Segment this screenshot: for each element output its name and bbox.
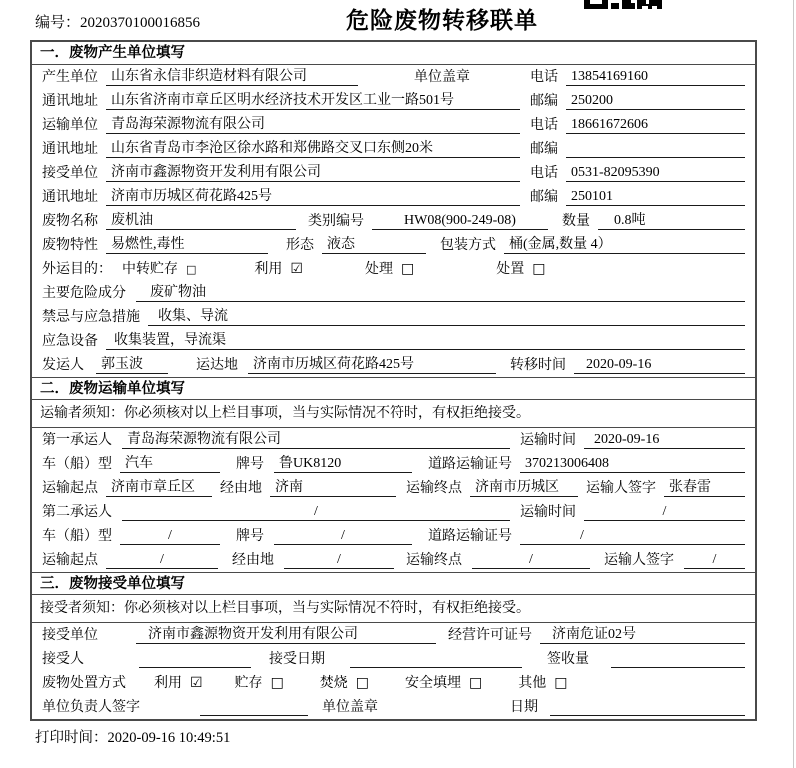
checkbox-checked-icon: ☑ (190, 675, 203, 691)
producer-row (32, 65, 755, 89)
plate-label: 牌号 (236, 457, 264, 472)
route2-row (32, 548, 755, 572)
sender-label: 发运人 (42, 358, 84, 373)
origin-label: 运输起点 (42, 553, 98, 568)
section3-heading: 三．废物接受单位填写 (32, 572, 755, 595)
endpoint-label: 运输终点 (406, 553, 462, 568)
transporter-label: 运输单位 (42, 118, 98, 133)
option-label: 利用 (154, 676, 182, 691)
carrier-sign-label: 运输人签字 (586, 481, 656, 496)
hazard-label: 主要危险成分 (42, 286, 126, 301)
road-permit-field: 370213006408 (520, 456, 745, 473)
transport-time-label: 运输时间 (520, 505, 576, 520)
vehicle2-row (32, 524, 755, 548)
page-title: 危险废物转移联单 (346, 8, 538, 33)
disposal-option-utilize (154, 672, 203, 692)
first-carrier-label: 第一承运人 (42, 433, 112, 448)
transport-time-label: 运输时间 (520, 433, 576, 448)
transporter-notice: 运输者须知：你必须核对以上栏目事项，当与实际情况不符时，有权拒绝接受。 (32, 400, 755, 428)
transport-time2-field: / (584, 504, 745, 521)
taboo-field: 收集、导流 (148, 305, 745, 326)
vehicle1-row (32, 452, 755, 476)
receiver-name-field: 济南市鑫源物资开发利用有限公司 (106, 161, 520, 182)
acceptor-label: 接受人 (42, 652, 84, 667)
serial-number: 2020370100016856 (80, 15, 201, 31)
option-label: 处置 (496, 262, 525, 277)
disposal-option-incinerate (320, 672, 369, 692)
taboo-label: 禁忌与应急措施 (42, 310, 140, 325)
producer-name-field: 山东省永信非织造材料有限公司 (106, 65, 358, 86)
first-carrier-field: 青岛海荣源物流有限公司 (122, 428, 510, 449)
plate-field: 鲁UK8120 (274, 452, 412, 473)
disposal-label: 废物处置方式 (42, 676, 126, 691)
checkbox-checked-icon: ☑ (290, 261, 303, 277)
producer-address-row (32, 89, 755, 113)
sender-row (32, 353, 755, 377)
unit-seal-label: 单位盖章 (322, 700, 378, 715)
checkbox-unchecked-icon: □ (554, 675, 568, 691)
packaging-field: 桶(金属,数量 4） (504, 233, 745, 254)
producer-address-field: 山东省济南市章丘区明水经济技术开发区工业一路501号 (106, 89, 520, 110)
option-label: 贮存 (234, 676, 263, 691)
date-field (550, 699, 745, 716)
checkbox-unchecked-icon: □ (532, 261, 546, 277)
transporter-name-field: 青岛海荣源物流有限公司 (106, 113, 520, 134)
waste-properties-row (32, 233, 755, 257)
disposal-option-store (235, 672, 284, 692)
second-carrier-label: 第二承运人 (42, 505, 112, 520)
acceptor-field (139, 651, 251, 668)
category-label: 类别编号 (308, 214, 364, 229)
carrier-sign-label: 运输人签字 (604, 553, 674, 568)
category-field: HW08(900-249-08) (372, 213, 548, 230)
second-carrier-field: / (122, 504, 510, 521)
zip-label: 邮编 (530, 190, 558, 205)
print-time-value: 2020-09-16 10:49:51 (107, 730, 231, 746)
road-permit-label: 道路运输证号 (428, 457, 512, 472)
phone-label: 电话 (530, 166, 558, 181)
via-label: 经由地 (232, 553, 274, 568)
form-label: 形态 (286, 238, 314, 253)
destination-label: 运达地 (196, 358, 238, 373)
waste-props-field: 易燃性,毒性 (106, 233, 268, 254)
waste-props-label: 废物特性 (42, 238, 98, 253)
manager-sign-label: 单位负责人签字 (42, 700, 140, 715)
via2-field: / (284, 552, 394, 569)
equipment-field: 收集装置，导流渠 (106, 329, 745, 350)
received-qty-label: 签收量 (547, 652, 589, 667)
receiver-address-row (32, 185, 755, 209)
address-label: 通讯地址 (42, 142, 98, 157)
transfer-purpose-row (32, 257, 755, 281)
transporter-address-field: 山东省青岛市李沧区徐水路和郑佛路交叉口东侧20米 (106, 137, 520, 158)
section2-heading: 二．废物运输单位填写 (32, 377, 755, 400)
quantity-label: 数量 (562, 214, 590, 229)
waste-name-label: 废物名称 (42, 214, 98, 229)
checkbox-unchecked-icon: □ (400, 261, 415, 277)
address-label: 通讯地址 (42, 94, 98, 109)
disposal-option-other (518, 672, 567, 692)
transport-time-field: 2020-09-16 (584, 432, 745, 449)
purpose-option-treat (365, 258, 414, 278)
transfer-time-label: 转移时间 (510, 358, 566, 373)
manifest-form-table (30, 40, 757, 721)
option-label: 安全填埋 (405, 676, 462, 691)
endpoint2-field: / (472, 552, 590, 569)
producer-label: 产生单位 (42, 70, 98, 85)
vehicle-type2-field: / (120, 528, 220, 545)
equipment-label: 应急设备 (42, 334, 98, 349)
option-label: 利用 (254, 262, 283, 277)
purpose-label: 外运目的： (42, 262, 112, 277)
receiver-row (32, 161, 755, 185)
first-carrier-row (32, 428, 755, 452)
vehicle-type-label: 车（船）型 (42, 529, 112, 544)
endpoint-field: 济南市历城区 (470, 476, 578, 497)
serial-number-line (35, 11, 200, 32)
option-label: 中转贮存 (122, 262, 178, 277)
via-field: 济南 (270, 476, 396, 497)
phone-label: 电话 (530, 70, 558, 85)
waste-name-row (32, 209, 755, 233)
qr-code-icon (584, 0, 662, 9)
plate2-field: / (274, 528, 412, 545)
hazard-components-row (32, 281, 755, 305)
option-label: 焚烧 (319, 676, 348, 691)
producer-phone-field: 13854169160 (566, 69, 745, 86)
vehicle-type-field: 汽车 (120, 452, 220, 473)
road-permit2-field: / (520, 528, 745, 545)
origin2-field: / (106, 552, 218, 569)
date-label: 日期 (510, 700, 538, 715)
serial-label: 编号： (35, 15, 81, 31)
producer-zip-field: 250200 (566, 93, 745, 110)
unit-seal-label: 单位盖章 (414, 70, 470, 85)
option-label: 其他 (518, 676, 547, 691)
destination-field: 济南市历城区荷花路425号 (248, 353, 496, 374)
carrier-sign2-field: / (684, 552, 745, 569)
acceptor-notice: 接受者须知：你必须核对以上栏目事项，当与实际情况不符时，有权拒绝接受。 (32, 595, 755, 623)
second-carrier-row (32, 500, 755, 524)
emergency-equipment-row (32, 329, 755, 353)
license-field: 济南危证02号 (540, 623, 745, 644)
checkbox-unchecked-icon: □ (469, 675, 483, 691)
received-qty-field (611, 651, 745, 668)
origin-label: 运输起点 (42, 481, 98, 496)
purpose-option-transfer-storage (122, 258, 196, 278)
print-time-line (35, 726, 796, 747)
print-time-label: 打印时间： (35, 730, 108, 746)
emergency-measures-row (32, 305, 755, 329)
page-edge-divider (793, 0, 794, 768)
quantity-field: 0.8吨 (598, 209, 745, 230)
packaging-label: 包装方式 (440, 238, 496, 253)
receiver-phone-field: 0531-82095390 (566, 165, 745, 182)
zip-label: 邮编 (530, 94, 558, 109)
section1-heading: 一．废物产生单位填写 (32, 42, 755, 65)
transporter-phone-field: 18661672606 (566, 117, 745, 134)
transporter-zip-field (566, 141, 745, 158)
address-label: 通讯地址 (42, 190, 98, 205)
transfer-time-field: 2020-09-16 (574, 357, 745, 374)
endpoint-label: 运输终点 (406, 481, 462, 496)
license-label: 经营许可证号 (448, 628, 532, 643)
receiver-label: 接受单位 (42, 166, 98, 181)
accepting-unit-row (32, 623, 755, 647)
checkbox-unchecked-icon: □ (270, 675, 284, 691)
document-header (0, 0, 796, 40)
accepting-unit-label: 接受单位 (42, 628, 98, 643)
form-field: 液态 (322, 233, 426, 254)
acceptor-row (32, 647, 755, 671)
road-permit-label: 道路运输证号 (428, 529, 512, 544)
route1-row (32, 476, 755, 500)
vehicle-type-label: 车（船）型 (42, 457, 112, 472)
transporter-address-row (32, 137, 755, 161)
accept-date-label: 接受日期 (269, 652, 325, 667)
receiver-address-field: 济南市历城区荷花路425号 (106, 185, 520, 206)
purpose-option-utilize (254, 258, 303, 278)
carrier-sign-field: 张春雷 (664, 476, 745, 497)
manager-signature-row (32, 695, 755, 719)
accepting-unit-field: 济南市鑫源物资开发利用有限公司 (136, 623, 436, 644)
sender-field: 郭玉波 (96, 353, 168, 374)
receiver-zip-field: 250101 (566, 189, 745, 206)
transporter-row (32, 113, 755, 137)
zip-label: 邮编 (530, 142, 558, 157)
disposal-method-row (32, 671, 755, 695)
hazard-field: 废矿物油 (136, 281, 745, 302)
option-label: 处理 (364, 262, 393, 277)
checkbox-unchecked-icon: □ (355, 675, 370, 691)
purpose-option-dispose (496, 258, 545, 278)
waste-name-field: 废机油 (106, 209, 296, 230)
via-label: 经由地 (220, 481, 262, 496)
checkbox-unchecked-icon: □ (186, 263, 197, 276)
origin-field: 济南市章丘区 (106, 476, 212, 497)
phone-label: 电话 (530, 118, 558, 133)
plate-label: 牌号 (236, 529, 264, 544)
accept-date-field (350, 651, 522, 668)
disposal-option-landfill (405, 672, 482, 692)
manager-sign-field (200, 699, 308, 716)
